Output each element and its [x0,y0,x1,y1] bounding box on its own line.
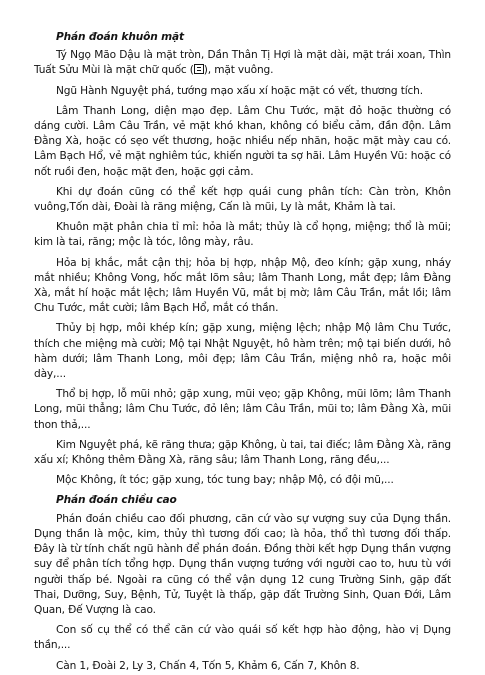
paragraph-nose: Thổ bị hợp, lỗ mũi nhỏ; gặp xung, mũi vẹo; gặp Không, mũi lõm; lâm Thanh Long, mũi thẳng; lâm Chu Tước, đỏ lên; lâm Câu Trần, mũi to; lâm Đằng Xà, mũi thon thả,... [34,388,451,431]
paragraph-face-shapes [34,48,451,78]
section-heading-height: Phán đoán chiều cao [56,494,177,507]
paragraph-teeth-ears: Kim Nguyệt phá, kẽ răng thưa; gặp Không, ù tai, tai điếc; lâm Đằng Xà, răng xấu xí; Không thêm Đằng Xà, răng sâu; lâm Thanh Long, răng đều,... [34,438,451,467]
paragraph-text: Tý Ngọ Mão Dậu là mặt tròn, Dần Thân Tị Hợi là mặt dài, mặt trái xoan, Thìn Tuất Sửu Mùi là mặt chữ quốc ( [34,49,451,77]
paragraph-six-spirits: Lâm Thanh Long, diện mạo đẹp. Lâm Chu Tước, mặt đỏ hoặc thường có dáng cười. Lâm Câu Trần, vẻ mặt khó khan, không có biểu cảm, đần độn. Lâm Đằng Xà, hoặc có sẹo vết thương, hoặc nhiều nếp nhăn, hoặc mặt mày cau có. Lâm Bạch Hổ, vẻ mặt nghiêm túc, khiến người ta sợ hãi. Lâm Huyền Vũ: hoặc có nốt ruồi đen, hoặc mặt đen, hoặc gợi cảm. [34,104,451,178]
paragraph-hair: Mộc Không, ít tóc; gặp xung, tóc tung bay; nhập Mộ, có đội mũ,... [56,474,394,487]
paragraph-nguyet-pha: Ngũ Hành Nguyệt phá, tướng mạo xấu xí hoặc mặt có vết, thương tích. [56,84,423,97]
section-heading-face: Phán đoán khuôn mặt [56,31,184,43]
quoc-character-glyph [194,64,204,74]
paragraph-height-numbers: Con số cụ thể có thể căn cứ vào quái số kết hợp hào động, hào vị Dụng thần,... [34,624,451,652]
paragraph-height-method: Phán đoán chiều cao đối phương, căn cứ vào sự vượng suy của Dụng thần. Dụng thần là mộc, kim, thủy thì tương đối cao; là hỏa, thổ thì tương đối thấp. Đây là từ tính chất ngũ hành để phán đoán. Đồng thời kết hợp Dụng thần vượng suy để phân tích tổng hợp. Dụng thần vượng tướng với người cao to, hưu tù với người thấp bé. Ngoài ra cũng có thể vận dụng 12 cung Trường Sinh, gặp đất Thai, Dưỡng, Suy, Bệnh, Tử, Tuyệt là thấp, gặp đất Trường Sinh, Quan Đới, Lâm Quan, Đế Vượng là cao. [34,512,451,616]
paragraph-trigram-numbers: Càn 1, Đoài 2, Ly 3, Chấn 4, Tốn 5, Khảm 6, Cấn 7, Khôn 8. [56,659,360,672]
paragraph-text: ), mặt vuông. [203,64,274,77]
paragraph-mouth: Thủy bị hợp, môi khép kín; gặp xung, miệng lệch; nhập Mộ lâm Chu Tước, thích che miệng mà cười; Mộ tại Nhật Nguyệt, hô hàm trên; mộ tại biến dưới, hô hàm dưới; lâm Thanh Long, môi đẹp; lâm Câu Trần, miệng nhô ra, hoặc môi dày,... [34,322,451,381]
paragraph-trigram-palaces: Khi dự đoán cũng có thể kết hợp quái cung phân tích: Càn tròn, Khôn vuông,Tốn dài, Đoài là răng miệng, Cấn là mũi, Ly là mắt, Khảm là tai. [34,185,451,214]
paragraph-face-details: Khuôn mặt phân chia tỉ mỉ: hỏa là mắt; thủy là cổ họng, miệng; thổ là mũi; kim là tai, răng; mộc là tóc, lông mày, râu. [34,221,451,249]
paragraph-eyes: Hỏa bị khắc, mắt cận thị; hỏa bị hợp, nhập Mộ, đeo kính; gặp xung, nháy mắt nhiều; Không Vong, hốc mắt lõm sâu; lâm Thanh Long, mắt đẹp; lâm Đằng Xà, mắt hí hoặc mắt lệch; lâm Huyền Vũ, mắt bị mờ; lâm Câu Trần, mắt lồi; lâm Chu Tước, mắt cười; lâm Bạch Hổ, mắt có thần. [34,256,451,315]
